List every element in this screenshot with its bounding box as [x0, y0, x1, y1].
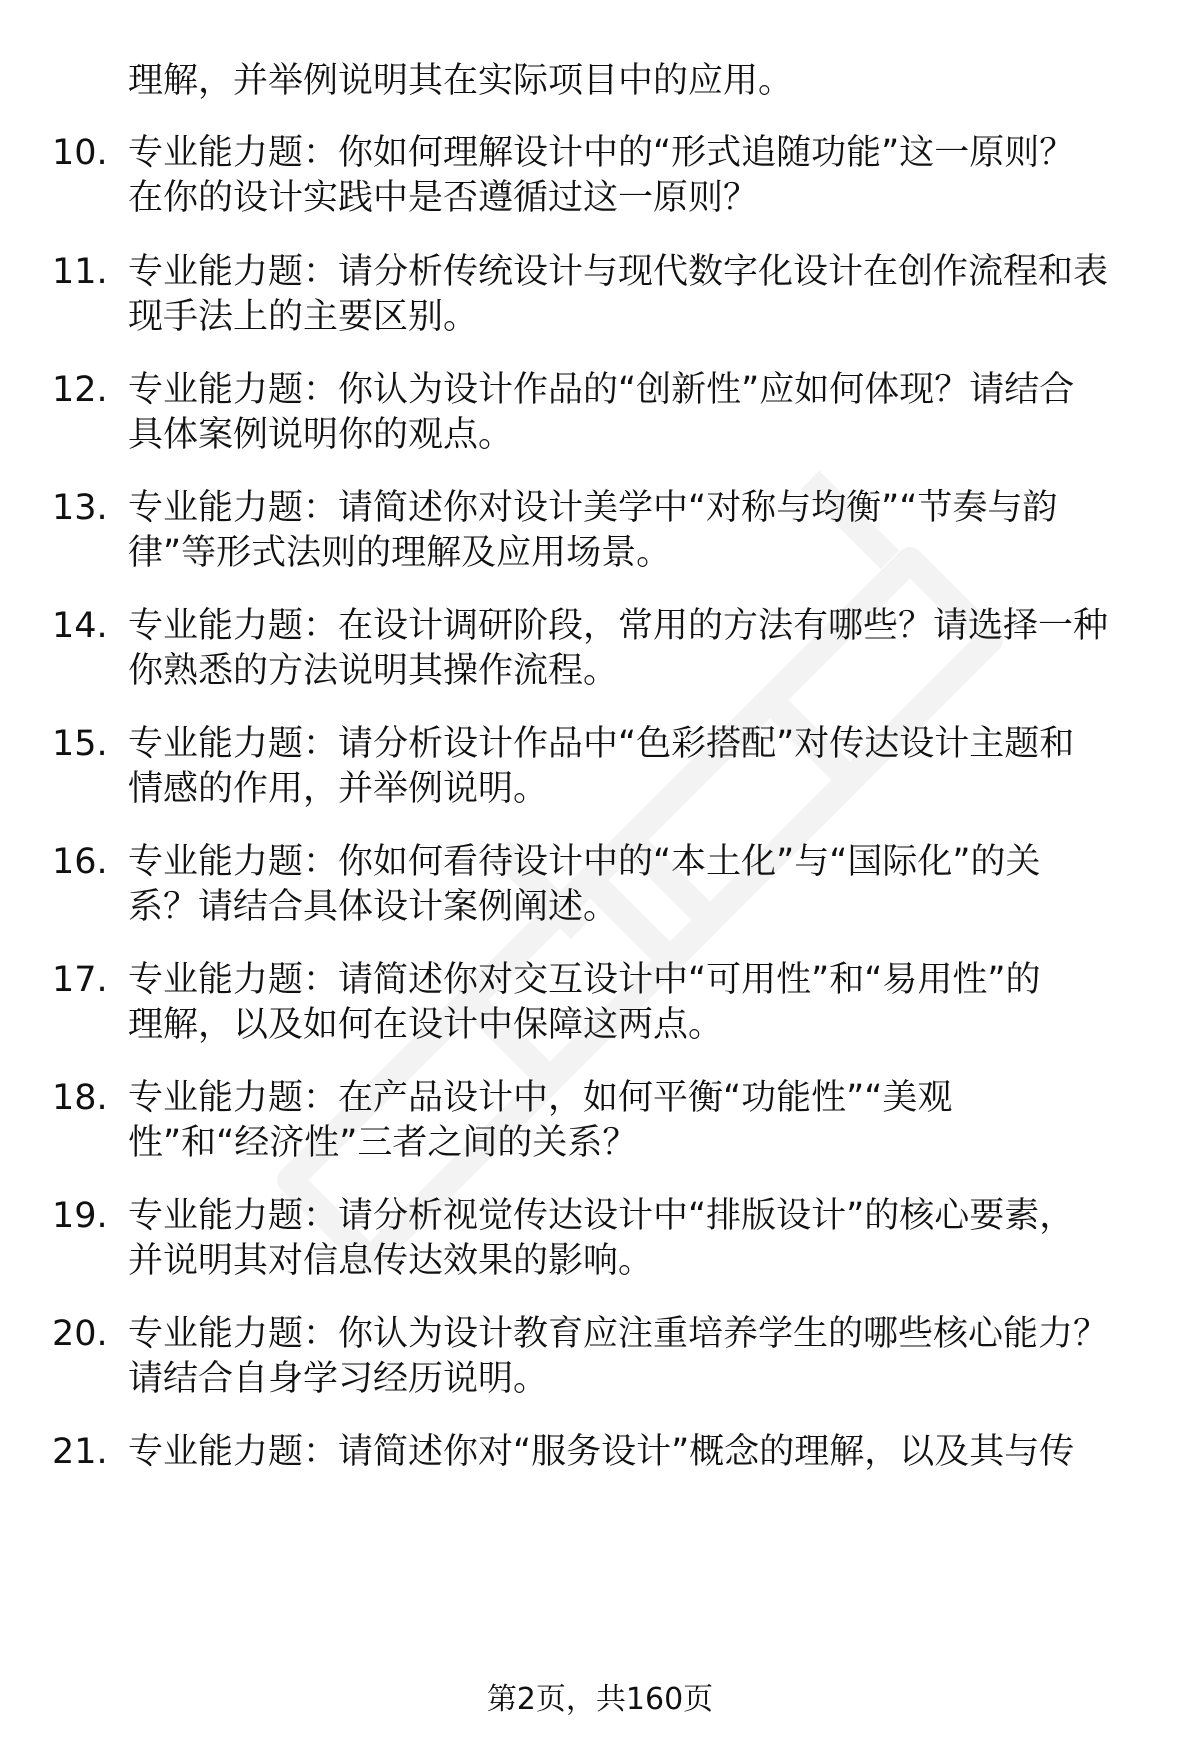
question-line: 系？请结合具体设计案例阐述。	[128, 887, 619, 927]
question-line: 专业能力题：在设计调研阶段，常用的方法有哪些？请选择一种	[128, 606, 1109, 646]
question-number: 17.	[52, 960, 108, 1000]
question-line: 专业能力题：你如何理解设计中的“形式追随功能”这一原则？	[128, 133, 1075, 173]
question-line: 专业能力题：在产品设计中，如何平衡“功能性”“美观	[128, 1078, 953, 1118]
question-number: 16.	[52, 842, 108, 882]
question-line: 专业能力题：请简述你对设计美学中“对称与均衡”“节奏与韵	[128, 488, 1058, 528]
question-line: 性”和“经济性”三者之间的关系？	[128, 1123, 638, 1163]
continuation-text: 理解，并举例说明其在实际项目中的应用。	[128, 61, 794, 101]
question-line: 并说明其对信息传达效果的影响。	[128, 1241, 654, 1281]
question-line: 专业能力题：请分析视觉传达设计中“排版设计”的核心要素，	[128, 1196, 1075, 1236]
question-number: 14.	[52, 606, 108, 646]
question-number: 20.	[52, 1314, 108, 1354]
question-line: 专业能力题：请分析设计作品中“色彩搭配”对传达设计主题和	[128, 724, 1075, 764]
question-number: 10.	[52, 133, 108, 173]
question-line: 律”等形式法则的理解及应用场景。	[128, 533, 672, 573]
question-line: 专业能力题：你如何看待设计中的“本土化”与“国际化”的关	[128, 842, 1041, 882]
question-number: 11.	[52, 252, 108, 292]
question-line: 现手法上的主要区别。	[128, 297, 479, 337]
question-line: 请结合自身学习经历说明。	[128, 1359, 549, 1399]
question-line: 你熟悉的方法说明其操作流程。	[128, 651, 619, 691]
page-footer: 第2页，共160页	[486, 1682, 714, 1717]
question-number: 21.	[52, 1432, 108, 1472]
question-line: 具体案例说明你的观点。	[128, 415, 514, 455]
question-line: 情感的作用，并举例说明。	[128, 769, 549, 809]
question-number: 18.	[52, 1078, 108, 1118]
question-number: 15.	[52, 724, 108, 764]
question-number: 19.	[52, 1196, 108, 1236]
question-line: 专业能力题：请分析传统设计与现代数字化设计在创作流程和表	[128, 252, 1109, 292]
question-line: 在你的设计实践中是否遵循过这一原则？	[128, 178, 759, 218]
question-number: 12.	[52, 370, 108, 410]
question-line: 专业能力题：请简述你对“服务设计”概念的理解，以及其与传	[128, 1432, 1075, 1472]
question-number: 13.	[52, 488, 108, 528]
question-line: 专业能力题：请简述你对交互设计中“可用性”和“易用性”的	[128, 960, 1041, 1000]
question-line: 专业能力题：你认为设计作品的“创新性”应如何体现？请结合	[128, 370, 1075, 410]
question-line: 理解，以及如何在设计中保障这两点。	[128, 1005, 724, 1045]
question-line: 专业能力题：你认为设计教育应注重培养学生的哪些核心能力？	[128, 1314, 1109, 1354]
